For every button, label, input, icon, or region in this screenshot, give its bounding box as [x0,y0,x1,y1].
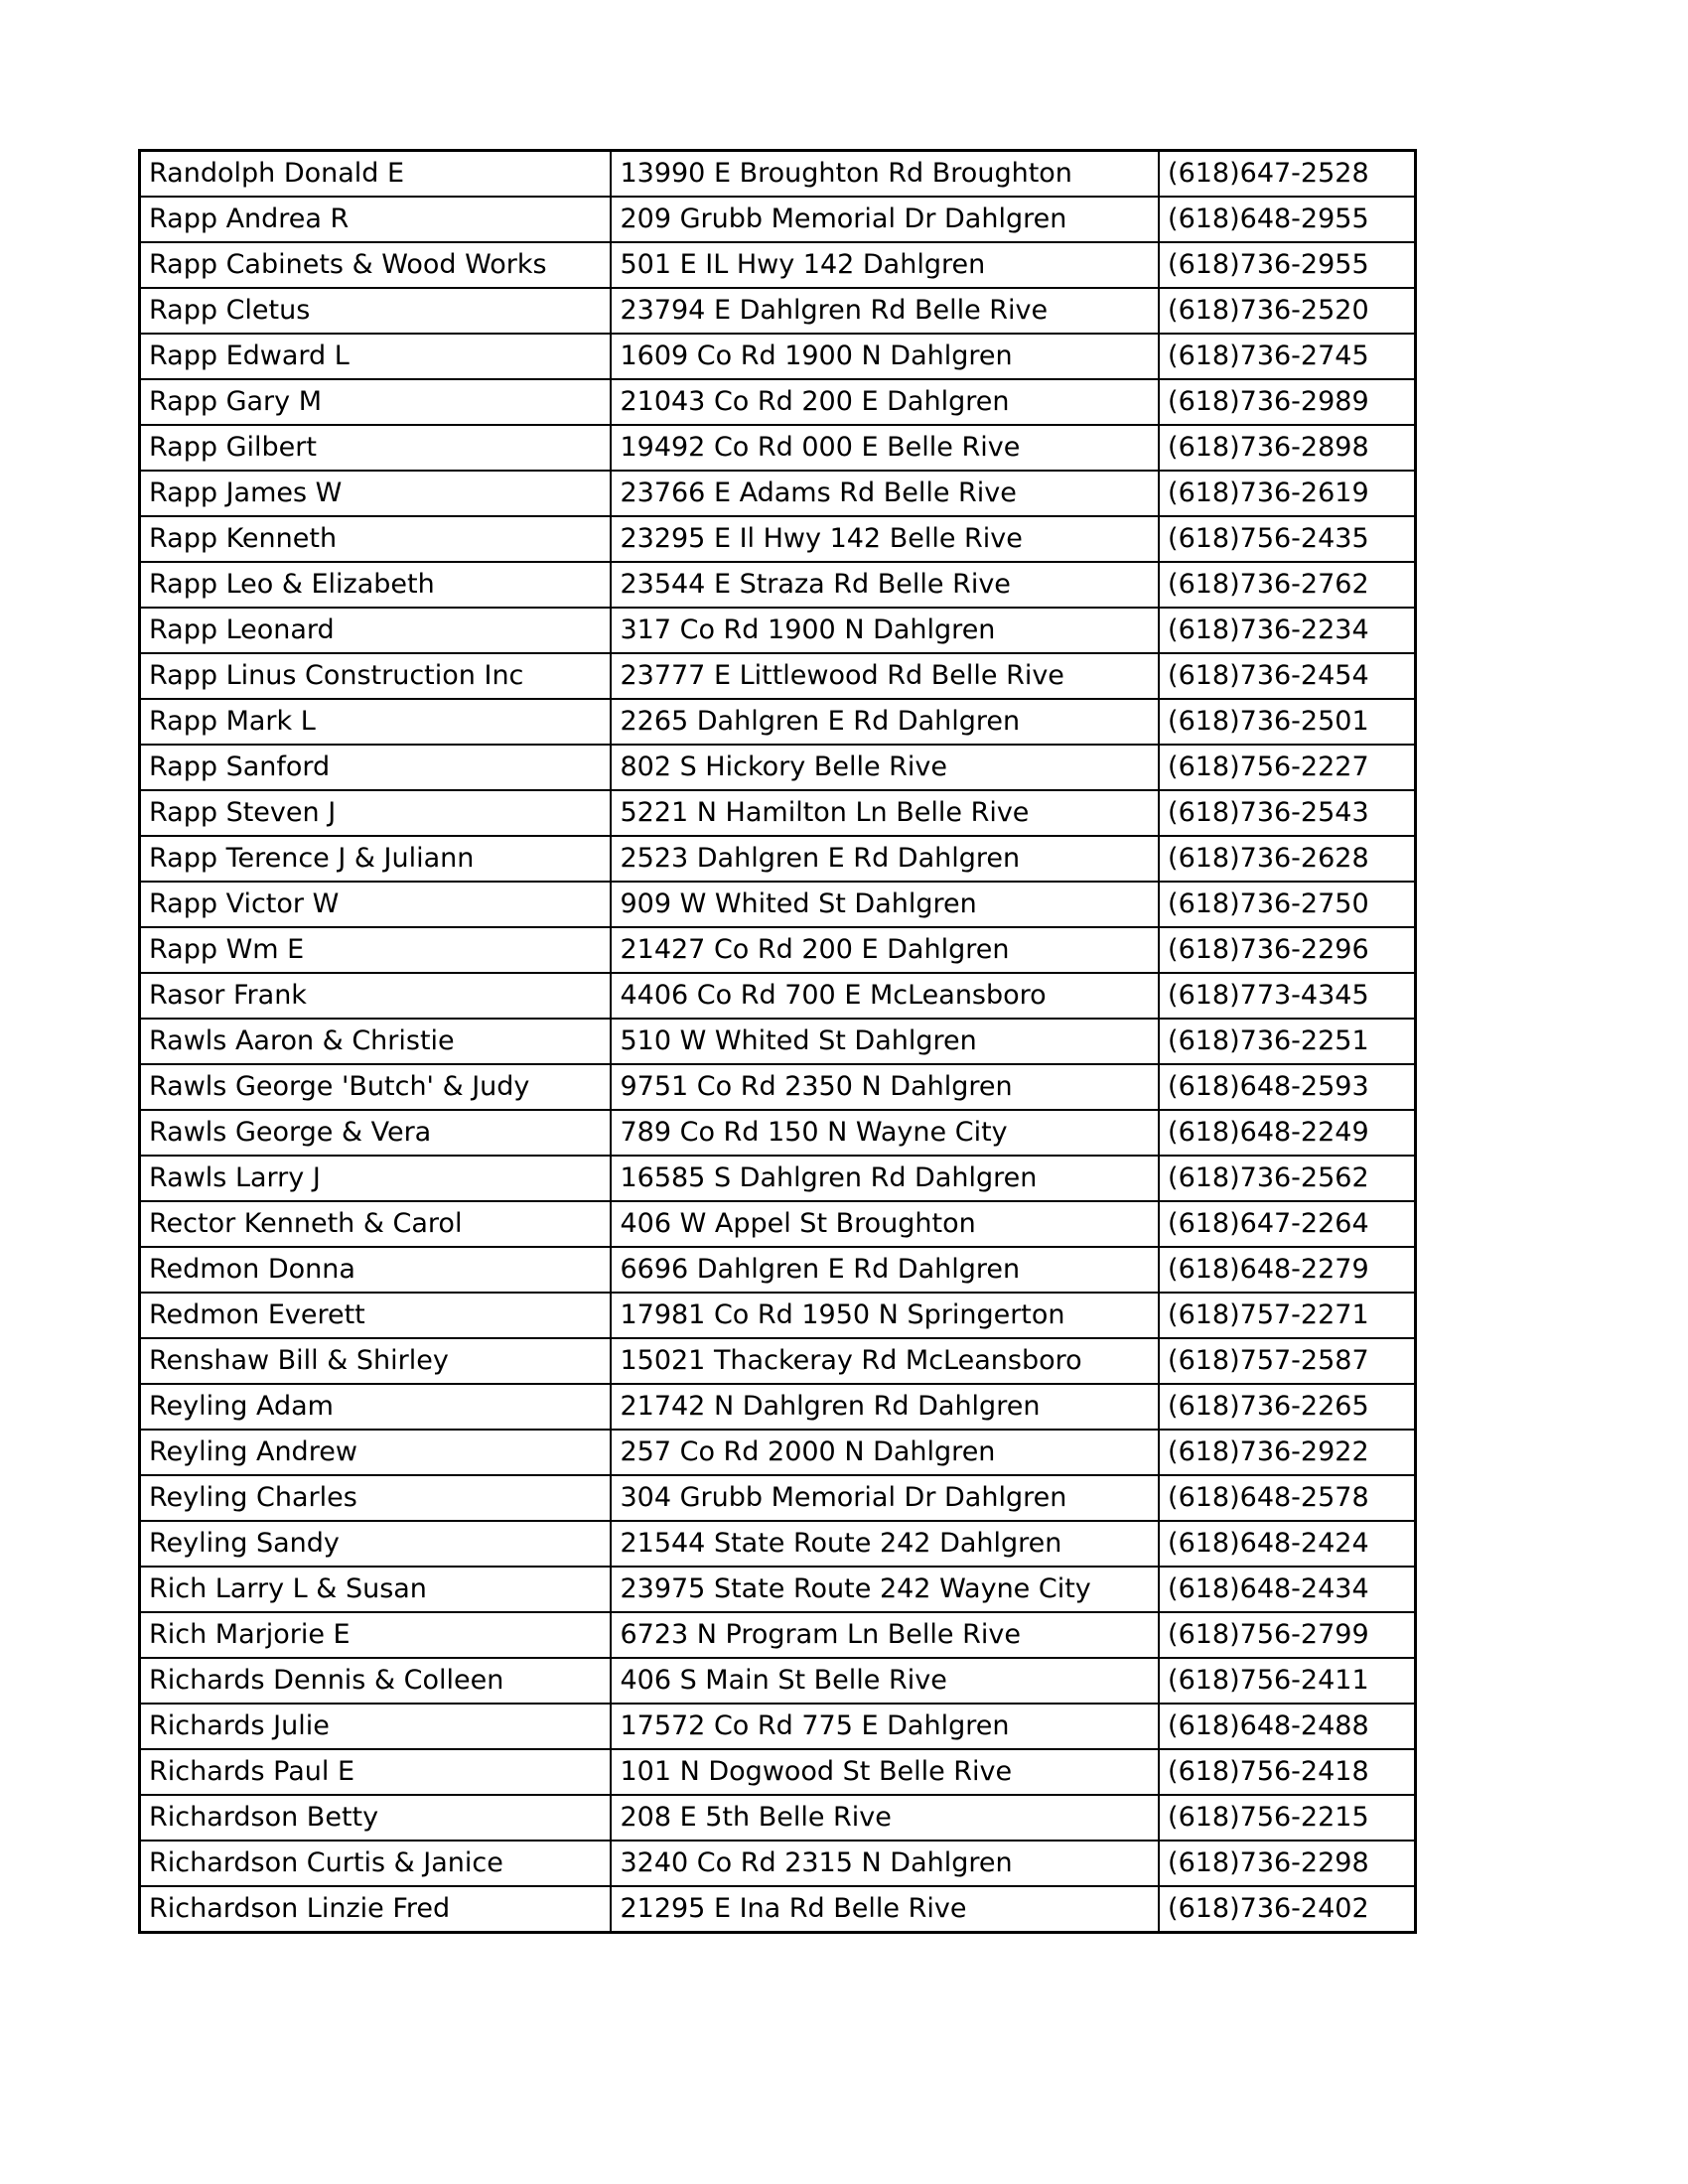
entry-address: 510 W Whited St Dahlgren [611,1019,1159,1064]
entry-name: Richardson Curtis & Janice [140,1841,612,1886]
entry-phone: (618)648-2578 [1159,1475,1415,1521]
entry-name: Rapp Linus Construction Inc [140,653,612,699]
entry-phone: (618)736-2265 [1159,1384,1415,1430]
table-row [140,1019,1416,1064]
entry-name: Richardson Linzie Fred [140,1886,612,1933]
table-row [140,1841,1416,1886]
table-row [140,699,1416,745]
entry-address: 6696 Dahlgren E Rd Dahlgren [611,1247,1159,1293]
table-row [140,1658,1416,1704]
entry-name: Redmon Everett [140,1293,612,1338]
entry-name: Rapp Cletus [140,288,612,334]
table-row [140,151,1416,198]
entry-address: 23295 E Il Hwy 142 Belle Rive [611,516,1159,562]
entry-phone: (618)756-2799 [1159,1612,1415,1658]
table-row [140,379,1416,425]
entry-name: Richards Julie [140,1704,612,1749]
entry-phone: (618)736-2543 [1159,790,1415,836]
entry-phone: (618)648-2488 [1159,1704,1415,1749]
table-row [140,1338,1416,1384]
entry-phone: (618)736-2296 [1159,927,1415,973]
entry-name: Rapp Victor W [140,882,612,927]
table-row [140,1795,1416,1841]
table-row [140,334,1416,379]
entry-name: Rawls George 'Butch' & Judy [140,1064,612,1110]
table-row [140,790,1416,836]
entry-address: 21295 E Ina Rd Belle Rive [611,1886,1159,1933]
table-row [140,1064,1416,1110]
entry-name: Rawls Aaron & Christie [140,1019,612,1064]
entry-address: 13990 E Broughton Rd Broughton [611,151,1159,198]
table-row [140,471,1416,516]
entry-address: 21544 State Route 242 Dahlgren [611,1521,1159,1567]
entry-phone: (618)756-2215 [1159,1795,1415,1841]
directory-body [140,151,1416,1933]
entry-phone: (618)736-2750 [1159,882,1415,927]
entry-address: 789 Co Rd 150 N Wayne City [611,1110,1159,1156]
entry-name: Richards Dennis & Colleen [140,1658,612,1704]
entry-address: 909 W Whited St Dahlgren [611,882,1159,927]
table-row [140,1749,1416,1795]
table-row [140,882,1416,927]
entry-phone: (618)756-2418 [1159,1749,1415,1795]
entry-phone: (618)736-2454 [1159,653,1415,699]
entry-phone: (618)773-4345 [1159,973,1415,1019]
table-row [140,1247,1416,1293]
entry-address: 304 Grubb Memorial Dr Dahlgren [611,1475,1159,1521]
entry-address: 406 S Main St Belle Rive [611,1658,1159,1704]
entry-phone: (618)648-2593 [1159,1064,1415,1110]
entry-address: 17572 Co Rd 775 E Dahlgren [611,1704,1159,1749]
entry-phone: (618)736-2745 [1159,334,1415,379]
table-row [140,653,1416,699]
entry-phone: (618)736-2955 [1159,242,1415,288]
entry-name: Redmon Donna [140,1247,612,1293]
entry-name: Reyling Adam [140,1384,612,1430]
entry-phone: (618)736-2298 [1159,1841,1415,1886]
table-row [140,1384,1416,1430]
entry-name: Rapp Leo & Elizabeth [140,562,612,608]
table-row [140,242,1416,288]
entry-phone: (618)756-2411 [1159,1658,1415,1704]
entry-name: Rapp Gary M [140,379,612,425]
entry-address: 317 Co Rd 1900 N Dahlgren [611,608,1159,653]
table-row [140,1110,1416,1156]
entry-phone: (618)736-2562 [1159,1156,1415,1201]
entry-address: 208 E 5th Belle Rive [611,1795,1159,1841]
entry-phone: (618)736-2619 [1159,471,1415,516]
entry-name: Rapp Kenneth [140,516,612,562]
entry-name: Rawls Larry J [140,1156,612,1201]
table-row [140,1886,1416,1933]
entry-address: 501 E IL Hwy 142 Dahlgren [611,242,1159,288]
entry-name: Reyling Sandy [140,1521,612,1567]
entry-name: Renshaw Bill & Shirley [140,1338,612,1384]
entry-name: Richards Paul E [140,1749,612,1795]
entry-name: Rapp Gilbert [140,425,612,471]
entry-phone: (618)647-2528 [1159,151,1415,198]
table-row [140,197,1416,242]
table-row [140,1612,1416,1658]
entry-name: Rapp Wm E [140,927,612,973]
entry-address: 101 N Dogwood St Belle Rive [611,1749,1159,1795]
entry-phone: (618)757-2271 [1159,1293,1415,1338]
entry-phone: (618)648-2424 [1159,1521,1415,1567]
entry-address: 23975 State Route 242 Wayne City [611,1567,1159,1612]
entry-phone: (618)736-2402 [1159,1886,1415,1933]
entry-address: 21742 N Dahlgren Rd Dahlgren [611,1384,1159,1430]
entry-phone: (618)647-2264 [1159,1201,1415,1247]
entry-name: Rapp Mark L [140,699,612,745]
entry-address: 16585 S Dahlgren Rd Dahlgren [611,1156,1159,1201]
entry-address: 21043 Co Rd 200 E Dahlgren [611,379,1159,425]
entry-name: Rasor Frank [140,973,612,1019]
table-row [140,1704,1416,1749]
entry-phone: (618)736-2922 [1159,1430,1415,1475]
table-row [140,516,1416,562]
entry-phone: (618)736-2234 [1159,608,1415,653]
entry-address: 17981 Co Rd 1950 N Springerton [611,1293,1159,1338]
table-row [140,1293,1416,1338]
entry-name: Rawls George & Vera [140,1110,612,1156]
entry-address: 2523 Dahlgren E Rd Dahlgren [611,836,1159,882]
entry-name: Rapp James W [140,471,612,516]
table-row [140,562,1416,608]
table-row [140,1475,1416,1521]
entry-address: 23777 E Littlewood Rd Belle Rive [611,653,1159,699]
table-row [140,1430,1416,1475]
entry-name: Rapp Leonard [140,608,612,653]
entry-phone: (618)757-2587 [1159,1338,1415,1384]
entry-address: 257 Co Rd 2000 N Dahlgren [611,1430,1159,1475]
entry-phone: (618)736-2989 [1159,379,1415,425]
entry-phone: (618)736-2898 [1159,425,1415,471]
entry-name: Rector Kenneth & Carol [140,1201,612,1247]
entry-name: Richardson Betty [140,1795,612,1841]
entry-address: 3240 Co Rd 2315 N Dahlgren [611,1841,1159,1886]
entry-phone: (618)648-2434 [1159,1567,1415,1612]
entry-address: 4406 Co Rd 700 E McLeansboro [611,973,1159,1019]
entry-name: Reyling Charles [140,1475,612,1521]
entry-phone: (618)736-2520 [1159,288,1415,334]
entry-address: 5221 N Hamilton Ln Belle Rive [611,790,1159,836]
table-row [140,927,1416,973]
entry-address: 21427 Co Rd 200 E Dahlgren [611,927,1159,973]
entry-phone: (618)648-2249 [1159,1110,1415,1156]
table-row [140,288,1416,334]
entry-name: Rapp Cabinets & Wood Works [140,242,612,288]
entry-name: Randolph Donald E [140,151,612,198]
table-row [140,1567,1416,1612]
table-row [140,745,1416,790]
table-row [140,425,1416,471]
entry-phone: (618)736-2501 [1159,699,1415,745]
entry-phone: (618)756-2435 [1159,516,1415,562]
entry-phone: (618)756-2227 [1159,745,1415,790]
entry-name: Rapp Terence J & Juliann [140,836,612,882]
entry-address: 406 W Appel St Broughton [611,1201,1159,1247]
entry-address: 19492 Co Rd 000 E Belle Rive [611,425,1159,471]
entry-address: 15021 Thackeray Rd McLeansboro [611,1338,1159,1384]
entry-phone: (618)648-2955 [1159,197,1415,242]
table-row [140,608,1416,653]
directory-table [138,149,1417,1934]
entry-address: 1609 Co Rd 1900 N Dahlgren [611,334,1159,379]
table-row [140,836,1416,882]
entry-address: 6723 N Program Ln Belle Rive [611,1612,1159,1658]
table-row [140,1156,1416,1201]
entry-name: Rapp Steven J [140,790,612,836]
entry-phone: (618)648-2279 [1159,1247,1415,1293]
table-row [140,1521,1416,1567]
entry-address: 2265 Dahlgren E Rd Dahlgren [611,699,1159,745]
entry-name: Rich Larry L & Susan [140,1567,612,1612]
entry-name: Reyling Andrew [140,1430,612,1475]
entry-phone: (618)736-2762 [1159,562,1415,608]
table-row [140,973,1416,1019]
entry-address: 23766 E Adams Rd Belle Rive [611,471,1159,516]
entry-name: Rich Marjorie E [140,1612,612,1658]
entry-name: Rapp Andrea R [140,197,612,242]
entry-address: 802 S Hickory Belle Rive [611,745,1159,790]
entry-name: Rapp Sanford [140,745,612,790]
entry-phone: (618)736-2628 [1159,836,1415,882]
entry-phone: (618)736-2251 [1159,1019,1415,1064]
entry-address: 209 Grubb Memorial Dr Dahlgren [611,197,1159,242]
table-row [140,1201,1416,1247]
entry-name: Rapp Edward L [140,334,612,379]
entry-address: 9751 Co Rd 2350 N Dahlgren [611,1064,1159,1110]
entry-address: 23794 E Dahlgren Rd Belle Rive [611,288,1159,334]
entry-address: 23544 E Straza Rd Belle Rive [611,562,1159,608]
